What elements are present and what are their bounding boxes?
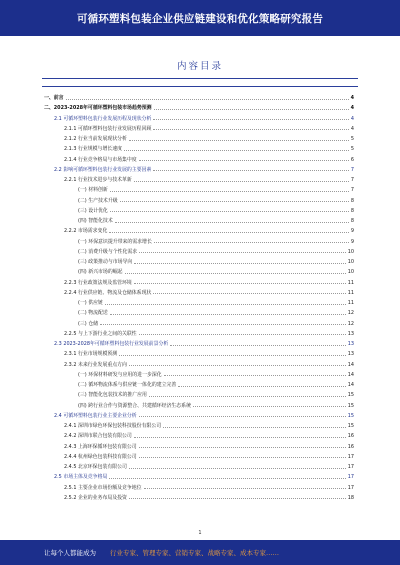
toc-leader-dots — [144, 488, 346, 489]
toc-leader-dots — [109, 232, 349, 233]
toc-entry[interactable] — [44, 360, 354, 370]
toc-entry-page: 13 — [347, 330, 354, 337]
toc-entry-page: 9 — [350, 228, 354, 235]
toc-entry-page: 8 — [350, 197, 354, 204]
toc-entry-page: 7 — [350, 166, 354, 173]
toc-leader-dots — [193, 406, 346, 407]
toc-entry[interactable] — [44, 114, 354, 124]
toc-entry[interactable] — [44, 370, 354, 380]
toc-leader-dots — [153, 129, 349, 130]
toc-second-rule — [42, 86, 358, 87]
report-title: 可循环塑料包装企业供应链建设和优化策略研究报告 — [76, 12, 324, 25]
toc-entry-title: 2.1 可循环塑料包装行业发展历程及现状分析 — [54, 115, 152, 122]
toc-entry-title: 2.4 可循环塑料包装行业主要企业分析 — [54, 412, 137, 419]
toc-leader-dots — [153, 170, 349, 171]
toc-entry-title: (二) 生产技术升级 — [78, 197, 118, 204]
toc-entry-title: (四) 智能化技术 — [78, 218, 113, 224]
toc-top-rule — [42, 78, 358, 79]
toc-entry-title: 2.2.3 行业政策法规及监管环境 — [64, 279, 132, 286]
toc-leader-dots — [129, 140, 349, 141]
toc-leader-dots — [134, 263, 345, 264]
toc-entry[interactable] — [44, 472, 354, 482]
toc-entry[interactable] — [44, 206, 354, 216]
toc-entry-title: 2.1.4 行业竞争格局与市场集中度 — [64, 156, 137, 163]
toc-entry-title: (三) 设计优化 — [78, 207, 108, 214]
toc-entry-page: 14 — [347, 371, 354, 378]
toc-entry[interactable] — [44, 339, 354, 349]
toc-entry[interactable] — [44, 144, 354, 154]
toc-entry-page: 11 — [347, 300, 354, 306]
toc-entry[interactable] — [44, 431, 354, 441]
toc-entry-page: 10 — [347, 269, 354, 276]
toc-leader-dots — [154, 242, 349, 243]
toc-entry-title: 2.4.1 深圳市绿色环保包装科技股份有限公司 — [64, 423, 162, 429]
toc-entry[interactable] — [44, 237, 354, 247]
toc-entry[interactable] — [44, 390, 354, 400]
toc-leader-dots — [120, 201, 349, 202]
toc-entry-title: 2.5.1 主要企业市场份额及竞争地位 — [64, 484, 142, 491]
toc-entry-page: 4 — [350, 95, 354, 101]
toc-entry-title: 2.2.5 与上下游行业之间的关联性 — [64, 330, 137, 337]
toc-leader-dots — [149, 396, 346, 397]
toc-entry-page: 11 — [347, 279, 354, 286]
footer-slogan: 让每个人都能成为 — [44, 549, 96, 557]
toc-entry-title: (二) 循环物流体系与供应链一体化的建立完善 — [78, 382, 177, 388]
toc-leader-dots — [153, 293, 345, 294]
toc-leader-dots — [129, 365, 346, 366]
toc-entry-page: 17 — [347, 464, 354, 470]
toc-entry-page: 5 — [350, 136, 354, 142]
toc-leader-dots — [170, 345, 346, 346]
toc-leader-dots — [164, 375, 346, 376]
toc-leader-dots — [115, 222, 349, 223]
toc-entry[interactable] — [44, 278, 354, 288]
toc-entry[interactable] — [44, 288, 354, 298]
toc-entry[interactable] — [44, 401, 354, 411]
toc-entry-title: (一) 供应链 — [78, 300, 103, 306]
toc-entry-title: (三) 仓储 — [78, 320, 99, 327]
toc-entry-page: 15 — [347, 392, 354, 399]
toc-entry[interactable] — [44, 185, 354, 195]
toc-entry-title: (二) 物流配送 — [78, 310, 108, 317]
toc-leader-dots — [134, 181, 349, 182]
toc-entry-title: 2.5 市场主体及竞争格局 — [54, 474, 108, 481]
toc-entry-page: 7 — [350, 187, 354, 194]
toc-entry-page: 17 — [347, 484, 354, 491]
toc-leader-dots — [124, 150, 349, 151]
toc-entry[interactable] — [44, 462, 354, 472]
toc-entry[interactable] — [44, 493, 354, 503]
toc-leader-dots — [139, 160, 349, 161]
toc-leader-dots — [139, 447, 346, 448]
toc-leader-dots — [163, 427, 346, 428]
toc-leader-dots — [110, 211, 349, 212]
footer-expert-list: 行业专家、管理专家、营销专家、战略专家、成本专家…… — [110, 549, 279, 557]
toc-leader-dots — [119, 355, 346, 356]
toc-entry[interactable] — [44, 134, 354, 144]
toc-leader-dots — [178, 386, 345, 387]
toc-entry-title: (三) 政策推动与市场导向 — [78, 259, 133, 265]
toc-entry-page: 14 — [347, 382, 354, 388]
toc-entry-page: 12 — [347, 310, 354, 317]
toc-entry-page: 4 — [350, 115, 354, 122]
toc-entry[interactable] — [44, 103, 354, 113]
toc-entry-title: 2.1.3 行业规模与增长速度 — [64, 146, 123, 153]
toc-entry[interactable] — [44, 226, 354, 236]
toc-entry[interactable] — [44, 380, 354, 390]
toc-leader-dots — [139, 416, 346, 417]
toc-entry[interactable] — [44, 483, 354, 493]
toc-entry-page: 14 — [347, 361, 354, 368]
toc-entry[interactable] — [44, 319, 354, 329]
toc-leader-dots — [129, 498, 346, 499]
toc-entry-page: 8 — [350, 207, 354, 214]
toc-entry-title: 2.3.1 行业市场规模预测 — [64, 351, 118, 358]
toc-entry[interactable] — [44, 442, 354, 452]
toc-entry-page: 16 — [347, 433, 354, 440]
toc-entry-page: 4 — [350, 125, 354, 132]
toc-entry[interactable] — [44, 411, 354, 421]
toc-leader-dots — [153, 119, 349, 120]
toc-entry-title: 2.1.2 行业当前发展现状分析 — [64, 136, 127, 142]
toc-entry[interactable] — [44, 308, 354, 318]
toc-entry[interactable] — [44, 452, 354, 462]
toc-leader-dots — [154, 109, 349, 110]
toc-entry-title: 2.1.1 可循环塑料包装行业发展历程回顾 — [64, 125, 152, 132]
toc-heading: 内容目录 — [176, 61, 223, 72]
toc-leader-dots — [110, 314, 346, 315]
toc-entry-page: 6 — [350, 156, 354, 163]
toc-entry-page: 4 — [350, 105, 354, 112]
toc-entry[interactable] — [44, 155, 354, 165]
toc-entry-page: 12 — [347, 320, 354, 327]
toc-entry-title: (三) 智能化包装技术的推广应用 — [78, 392, 147, 399]
toc-entry[interactable] — [44, 421, 354, 431]
toc-leader-dots — [134, 283, 346, 284]
toc-entry[interactable] — [44, 93, 354, 103]
toc-entry-title: 一、前言 — [44, 95, 64, 101]
toc-entry-title: 2.2.2 市场需求变化 — [64, 228, 108, 235]
toc-entry-page: 9 — [350, 238, 354, 245]
toc-entry-title: 2.3 2023-2028年可循环塑料包装行业发展前景分析 — [54, 341, 169, 347]
table-of-contents — [44, 93, 354, 503]
toc-entry-page: 13 — [347, 341, 354, 347]
toc-entry-title: 2.4.5 北京环保包装有限公司 — [64, 464, 127, 470]
toc-entry[interactable] — [44, 216, 354, 226]
toc-entry[interactable] — [44, 257, 354, 267]
toc-entry-title: 2.2.4 行业供应链、物流及仓储体系现状 — [64, 289, 152, 296]
toc-entry-title: (四) 新兴市场的崛起 — [78, 269, 123, 276]
toc-entry[interactable] — [44, 329, 354, 339]
toc-leader-dots — [100, 324, 346, 325]
toc-entry-page: 10 — [347, 248, 354, 255]
toc-entry-title: (一) 环保材料研发与应用的进一步深化 — [78, 371, 162, 378]
toc-entry-title: (四) 跨行业合作与资源整合、共建循环经济生态系统 — [78, 402, 191, 409]
toc-entry[interactable] — [44, 196, 354, 206]
toc-entry-title: (二) 消费升级与个性化需求 — [78, 248, 138, 255]
toc-leader-dots — [129, 468, 346, 469]
toc-entry-title: 二、2023-2028年可循环塑料包装市场趋势预测 — [44, 105, 152, 112]
toc-leader-dots — [109, 478, 345, 479]
toc-entry-title: 2.2.1 行业技术进步与技术革新 — [64, 177, 132, 183]
toc-entry-page: 5 — [350, 146, 354, 153]
toc-entry-title: (一) 环保意识提升带来的需求增长 — [78, 238, 152, 245]
toc-leader-dots — [110, 191, 349, 192]
toc-entry-title: 2.3.2 未来行业发展重点方向 — [64, 361, 127, 368]
toc-entry-page: 13 — [347, 351, 354, 358]
toc-entry-title: (一) 材料创新 — [78, 187, 108, 194]
page-number: 1 — [198, 530, 202, 536]
toc-entry[interactable] — [44, 165, 354, 175]
toc-entry-page: 17 — [347, 453, 354, 460]
toc-leader-dots — [139, 252, 346, 253]
toc-entry-title: 2.4.4 杭州绿色包装科技有限公司 — [64, 453, 137, 460]
toc-leader-dots — [125, 273, 346, 274]
toc-entry[interactable] — [44, 298, 354, 308]
toc-entry[interactable] — [44, 349, 354, 359]
toc-entry[interactable] — [44, 267, 354, 277]
toc-entry-title: 2.4.2 深圳市联合包装有限公司 — [64, 433, 132, 440]
toc-entry-page: 16 — [347, 443, 354, 450]
toc-entry-page: 11 — [347, 289, 354, 296]
toc-entry-title: 2.4.3 上海环保循环包装有限公司 — [64, 443, 137, 450]
footer-bar — [0, 540, 400, 565]
toc-leader-dots — [66, 99, 349, 100]
toc-entry-page: 18 — [347, 494, 354, 501]
toc-leader-dots — [105, 304, 346, 305]
toc-entry[interactable] — [44, 175, 354, 185]
toc-entry-page: 8 — [350, 218, 354, 224]
toc-entry-page: 10 — [347, 259, 354, 265]
toc-entry[interactable] — [44, 124, 354, 134]
toc-leader-dots — [134, 437, 346, 438]
toc-leader-dots — [139, 457, 346, 458]
toc-entry-page: 7 — [350, 177, 354, 183]
toc-leader-dots — [139, 334, 346, 335]
report-header-bar — [0, 0, 400, 36]
toc-entry[interactable] — [44, 247, 354, 257]
toc-entry-title: 2.5.2 企业的业务布局及投资 — [64, 494, 127, 501]
toc-entry-page: 15 — [347, 423, 354, 429]
toc-entry-page: 15 — [347, 402, 354, 409]
toc-entry-title: 2.2 影响可循环塑料包装行业发展的主要因素 — [54, 166, 152, 173]
toc-entry-page: 15 — [347, 412, 354, 419]
toc-entry-page: 17 — [347, 474, 354, 481]
